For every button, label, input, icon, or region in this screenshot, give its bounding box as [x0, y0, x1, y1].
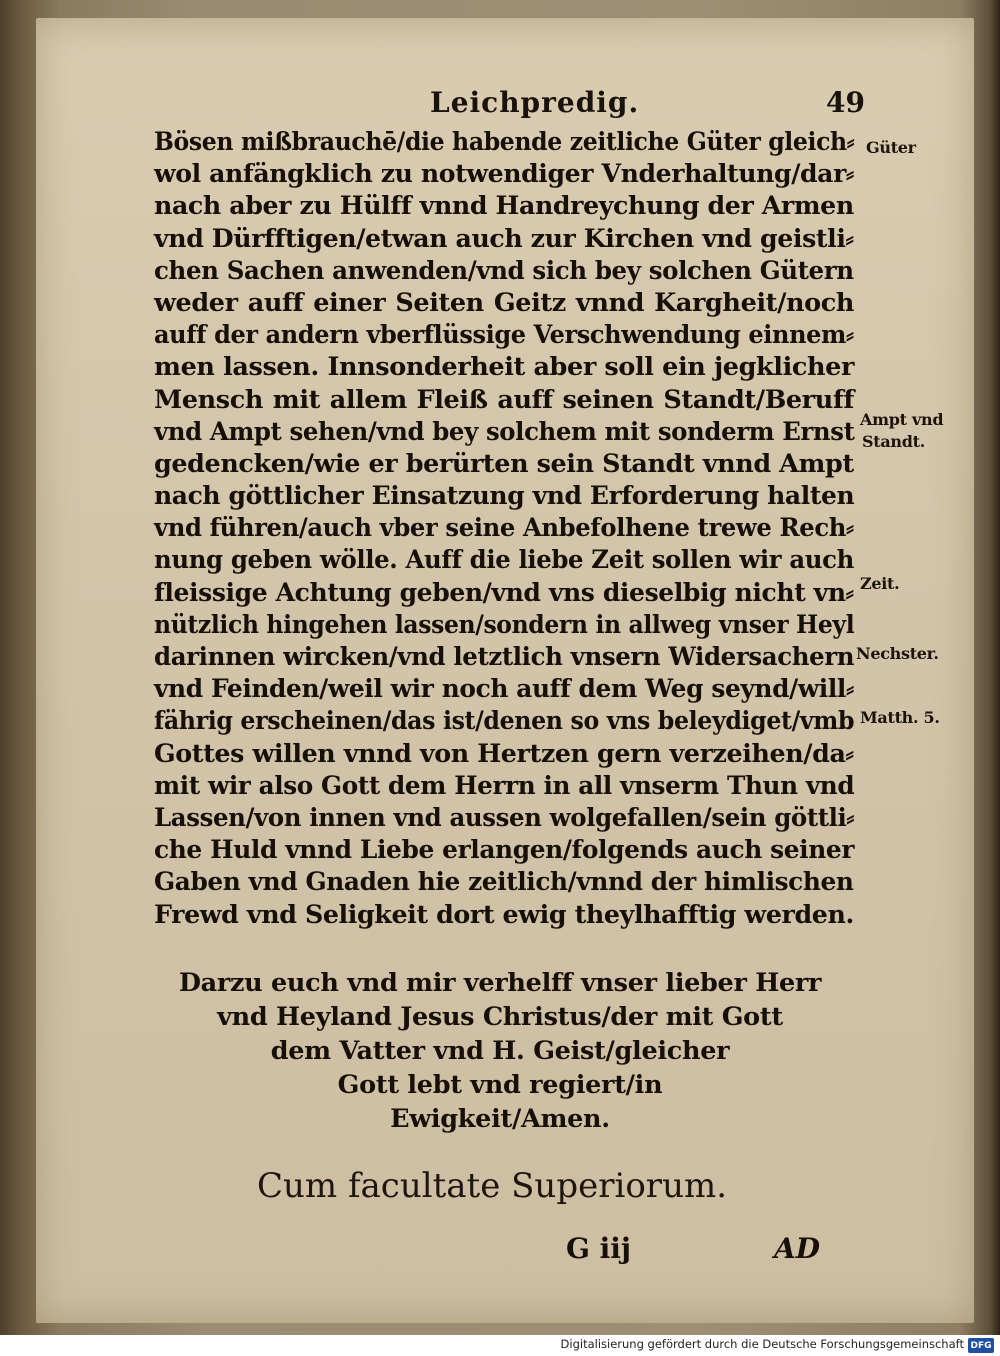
- closing-line: dem Vatter vnd H. Geist/gleicher: [270, 1036, 730, 1066]
- text-line: weder auff einer Seiten Geitz vnnd Kargheit/noch: [154, 287, 854, 318]
- text-line: fährig erscheinen/das ist/denen so vns beleydiget/vmb: [154, 706, 855, 737]
- text-line: wol anfängklich zu notwendiger Vnderhaltung/dar⸗: [154, 159, 854, 190]
- text-line: gedencken/wie er berürten sein Standt vnnd Ampt: [154, 448, 854, 479]
- margin-note-gueter: Güter: [866, 138, 916, 157]
- colophon: [0, 1166, 1000, 1206]
- margin-note-standt: Standt.: [862, 432, 925, 451]
- text-line: nung geben wölle. Auff die liebe Zeit sollen wir auch: [154, 545, 854, 576]
- text-line: Frewd vnd Seligkeit dort ewig theylhafftig werden.: [154, 899, 854, 930]
- text-line: fleissige Achtung geben/vnd vns dieselbig nicht vn⸗: [154, 577, 854, 608]
- text-line: nach aber zu Hülff vnnd Handreychung der Armen: [154, 191, 854, 222]
- text-line: Gottes willen vnnd von Hertzen gern verzeihen/da⸗: [154, 738, 854, 769]
- text-line: Mensch mit allem Fleiß auff seinen Standt/Beruff: [154, 384, 854, 415]
- running-head: Leichpredig.: [430, 86, 640, 119]
- text-line: darinnen wircken/vnd letztlich vnsern Widersachern: [154, 642, 855, 672]
- text-line: mit wir also Gott dem Herrn in all vnserm Thun vnd: [154, 770, 855, 801]
- colophon-text: Cum facultate Superiorum.: [256, 1166, 728, 1206]
- closing-prayer: [150, 966, 850, 1136]
- text-line: Bösen mißbrauchē/die habende zeitliche Güter gleich⸗: [154, 127, 855, 157]
- text-line: vnd führen/auch vber seine Anbefolhene trewe Rech⸗: [154, 513, 854, 544]
- text-line: Gaben vnd Gnaden hie zeitlich/vnnd der himlischen: [154, 867, 854, 898]
- dfg-logo-icon: DFG: [968, 1338, 994, 1353]
- sermon-body: [154, 126, 854, 931]
- margin-note-nechster: Nechster.: [856, 644, 939, 663]
- text-line: auff der andern vberflüssige Verschwendung einnem⸗: [154, 320, 854, 351]
- closing-line: vnd Heyland Jesus Christus/der mit Gott: [217, 1002, 783, 1032]
- text-line: chen Sachen anwenden/vnd sich bey solchen Gütern: [154, 255, 854, 286]
- closing-line: Gott lebt vnd regiert/in: [337, 1070, 663, 1100]
- text-line: che Huld vnnd Liebe erlangen/folgends auch seiner: [154, 835, 855, 866]
- signature-mark: G iij: [566, 1232, 632, 1265]
- text-line: men lassen. Innsonderheit aber soll ein jegklicher: [154, 352, 854, 383]
- closing-line: Darzu euch vnd mir verhelff vnser lieber Herr: [178, 968, 822, 998]
- text-line: nützlich hingehen lassen/sondern in allweg vnser Heyl: [154, 609, 855, 640]
- margin-note-ampt: Ampt vnd: [860, 410, 944, 429]
- catchword: AD: [774, 1232, 821, 1265]
- text-line: vnd Feinden/weil wir noch auff dem Weg seynd/will⸗: [154, 674, 854, 705]
- text-line: vnd Ampt sehen/vnd bey solchem mit sonderm Ernst: [154, 416, 855, 447]
- text-line: Lassen/von innen vnd aussen wolgefallen/sein göttli⸗: [154, 802, 855, 833]
- page-number: 49: [826, 86, 865, 119]
- margin-note-zeit: Zeit.: [860, 574, 900, 593]
- closing-line: Ewigkeit/Amen.: [390, 1104, 610, 1134]
- funding-credit: Digitalisierung gefördert durch die Deutsche Forschungsgemeinschaft: [560, 1337, 964, 1351]
- text-line: vnd Dürfftigen/etwan auch zur Kirchen vnd geistli⸗: [154, 223, 854, 254]
- margin-note-matth: Matth. 5.: [860, 708, 940, 727]
- text-line: nach göttlicher Einsatzung vnd Erforderung halten: [154, 481, 855, 512]
